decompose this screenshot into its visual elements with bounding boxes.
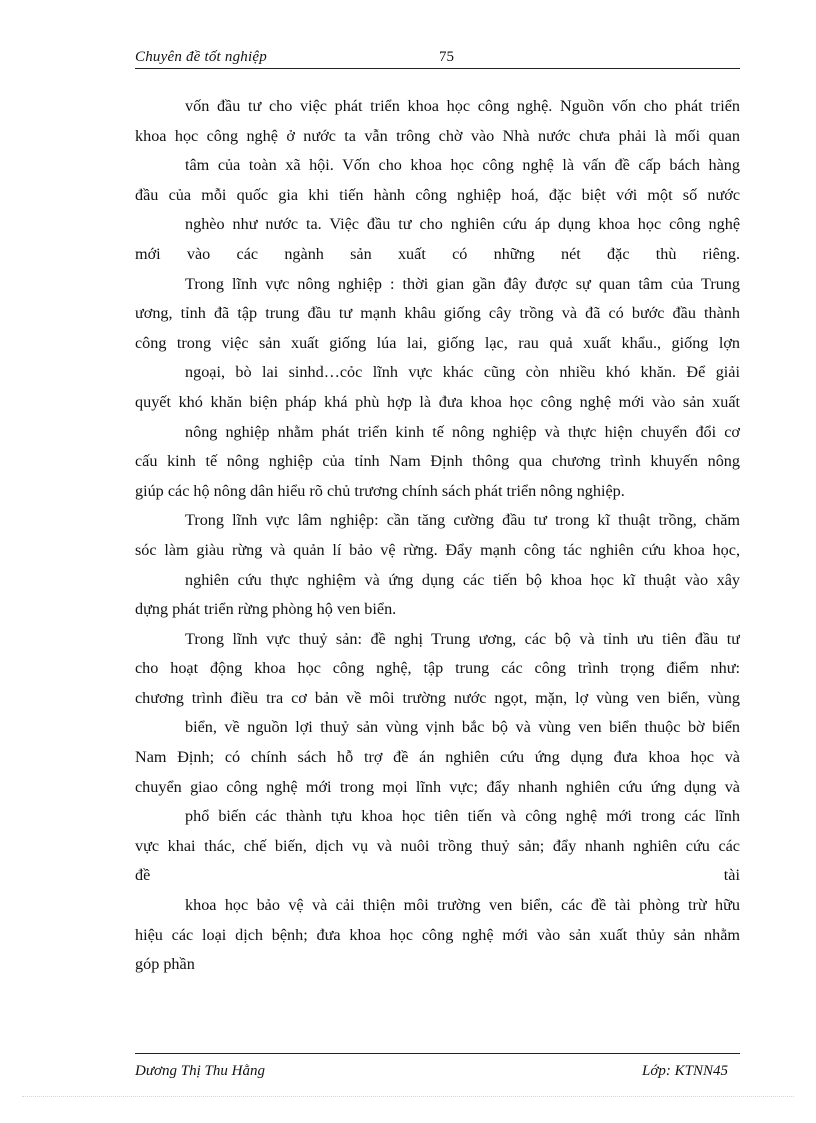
text-line: công trong việc sản xuất giống lúa lai, giống lạc, rau quả xuất khẩu., giống lợn <box>135 333 740 352</box>
text-line: phổ biến các thành tựu khoa học tiên tiến và công nghệ mới trong các lĩnh <box>185 807 740 826</box>
text-line: mới vào các ngành sản xuất có những nét đặc thù riêng. <box>135 244 740 263</box>
text-line: hiệu các loại dịch bệnh; đưa khoa học công nghệ mới vào sản xuất thủy sản nhằm <box>135 925 740 944</box>
text-line: vốn đầu tư cho việc phát triển khoa học công nghệ. Nguồn vốn cho phát triển <box>185 97 740 115</box>
text-line: góp phần <box>135 955 195 974</box>
header-title: Chuyên đề tốt nghiệp <box>135 49 267 65</box>
text-line: cấu kinh tế nông nghiệp của tỉnh Nam Định thông qua chương trình khuyến nông <box>135 452 740 471</box>
text-line: tâm của toàn xã hội. Vốn cho khoa học công nghệ là vấn đề cấp bách hàng <box>185 156 740 175</box>
text-line: vực khai thác, chế biến, dịch vụ và nuôi trồng thuỷ sản; đẩy nhanh nghiên cứu các <box>135 836 740 855</box>
text-line: dựng phát triển rừng phòng hộ ven biển. <box>135 600 397 619</box>
text-line: nghiên cứu thực nghiệm và ứng dụng các tiến bộ khoa học kĩ thuật vào xây <box>185 570 740 589</box>
text-line: đề tài <box>135 866 740 885</box>
text-line: quyết khó khăn biện pháp khá phù hợp là đưa khoa học công nghệ mới vào sản xuất <box>135 392 740 411</box>
text-line: biển, về nguồn lợi thuỷ sản vùng vịnh bắc bộ và vùng ven biển thuộc bờ biển <box>185 718 740 737</box>
text-line: khoa học công nghệ ở nước ta vẫn trông chờ vào Nhà nước chưa phải là mối quan <box>135 126 740 145</box>
text-line: khoa học bảo vệ và cải thiện môi trường ven biển, các đề tài phòng trừ hữu <box>185 896 740 915</box>
text-line: nông nghiệp nhằm phát triển kinh tế nông nghiệp và thực hiện chuyển đổi cơ <box>185 422 740 441</box>
page-footer <box>135 1053 740 1079</box>
text-line: Trong lĩnh vực thuỷ sản: đề nghị Trung ương, các bộ và tỉnh ưu tiên đầu tư <box>185 629 740 648</box>
document-body <box>135 92 740 980</box>
text-line: chuyển giao công nghệ mới trong mọi lĩnh vực; đẩy nhanh nghiên cứu ứng dụng và <box>135 777 740 796</box>
text-line: ngoại, bò lai sinhd…cỏc lĩnh vực khác cũng còn nhiều khó khăn. Để giải <box>185 363 740 382</box>
text-line: Trong lĩnh vực lâm nghiệp: cần tăng cường đầu tư trong kĩ thuật trồng, chăm <box>185 511 740 530</box>
page-edge-divider <box>22 1096 794 1097</box>
text-line: Nam Định; có chính sách hỗ trợ đề án nghiên cứu ứng dụng đưa khoa học và <box>135 748 740 767</box>
page-number: 75 <box>439 49 454 65</box>
text-line: đầu của mỗi quốc gia khi tiến hành công nghiệp hoá, đặc biệt với một số nước <box>135 185 740 204</box>
text-line: Trong lĩnh vực nông nghiệp : thời gian gần đây được sự quan tâm của Trung <box>185 274 740 293</box>
text-line: ương, tỉnh đã tập trung đầu tư mạnh khâu giống cây trồng và đã có bước đầu thành <box>135 304 740 323</box>
text-line: chương trình điều tra cơ bản về môi trường nước ngọt, mặn, lợ vùng ven biển, vùng <box>135 688 740 707</box>
text-line: giúp các hộ nông dân hiểu rõ chủ trương chính sách phát triển nông nghiệp. <box>135 481 625 500</box>
footer-class: Lớp: KTNN45 <box>642 1063 728 1079</box>
footer-author: Dương Thị Thu Hằng <box>135 1063 265 1079</box>
text-line: cho hoạt động khoa học công nghệ, tập trung các công trình trọng điểm như: <box>135 659 740 678</box>
page-header <box>135 48 740 69</box>
text-line: sóc làm giàu rừng và quản lí bảo vệ rừng. Đẩy mạnh công tác nghiên cứu khoa học, <box>135 540 740 559</box>
text-line: nghèo như nước ta. Việc đầu tư cho nghiên cứu áp dụng khoa học công nghệ <box>185 215 740 234</box>
